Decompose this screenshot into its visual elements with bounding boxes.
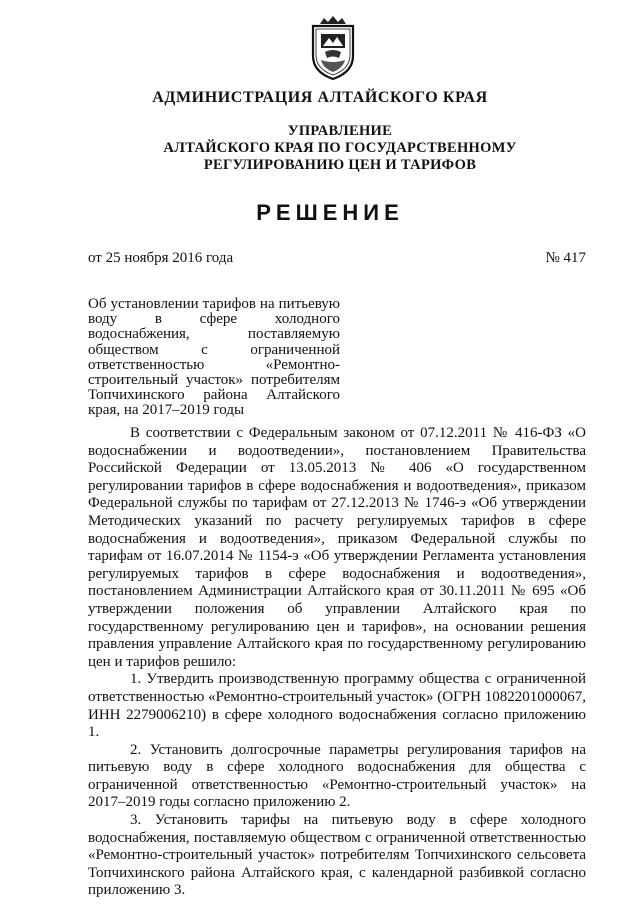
department-title [20, 123, 640, 174]
document-subject: Об установлении тарифов на питьевую воду в сфере холодного водоснабжения, поставляемую обществом с ограниченной ответственностью «Ремонтно-строительный участок» потребителям Топчихинского района Алтайского края, на 2017–2019 годы [88, 296, 340, 419]
coat-of-arms-emblem [303, 12, 363, 82]
document-number: № 417 [545, 250, 586, 266]
item-1-paragraph: 1. Утвердить производственную программу общества с ограниченной ответственностью «Ремонтно-строительный участок» (ОГРН 1082201000067, ИНН 2279006210) в сфере холодного водоснабжения согласно приложению 1. [88, 671, 586, 741]
department-line-1: УПРАВЛЕНИЕ [287, 123, 393, 139]
document-date: от 25 ноября 2016 года [88, 250, 234, 266]
item-3-paragraph: 3. Установить тарифы на питьевую воду в сфере холодного водоснабжения, поставляемую обществом с ограниченной ответственностью «Ремонтно-строительный участок» потребителям Топчихинского сельсовета Топчихинского района Алтайского края, с календарной разбивкой согласно приложению 3. [88, 812, 586, 899]
organization-title: АДМИНИСТРАЦИЯ АЛТАЙСКОГО КРАЯ [152, 89, 488, 106]
item-2-paragraph: 2. Установить долгосрочные параметры регулирования тарифов на питьевую воду в сфере холодного водоснабжения для общества с ограниченной ответственностью «Ремонтно-строительный участок» на 2017–2019 годы согласно приложению 2. [88, 741, 586, 811]
document-type-title: РЕШЕНИЕ [256, 200, 404, 225]
department-line-2: АЛТАЙСКОГО КРАЯ ПО ГОСУДАРСТВЕННОМУ [163, 140, 517, 156]
department-line-3: РЕГУЛИРОВАНИЮ ЦЕН И ТАРИФОВ [203, 157, 477, 173]
document-body [88, 425, 586, 900]
preamble-paragraph: В соответствии с Федеральным законом от 07.12.2011 № 416-ФЗ «О водоснабжении и водоотведении», постановлением Правительства Российской Федерации от 13.05.2013 № 406 «О государственном регулировании тарифов в сфере водоснабжения и водоотведения», приказом Федеральной службы по тарифам от 27.12.2013 № 1746-э «Об утверждении Методических указаний по расчету регулируемых тарифов в сфере водоснабжения и водоотведения», приказом Федеральной службы по тарифам от 16.07.2014 № 1154-э «Об утверждении Регламента установления регулируемых тарифов в сфере водоснабжения и водоотведения», постановлением Администрации Алтайского края от 30.11.2011 № 695 «Об утверждении положения об управлении Алтайского края по государственному регулированию цен и тарифов», на основании решения правления управление Алтайского края по государственному регулированию цен и тарифов решило: [88, 425, 586, 670]
